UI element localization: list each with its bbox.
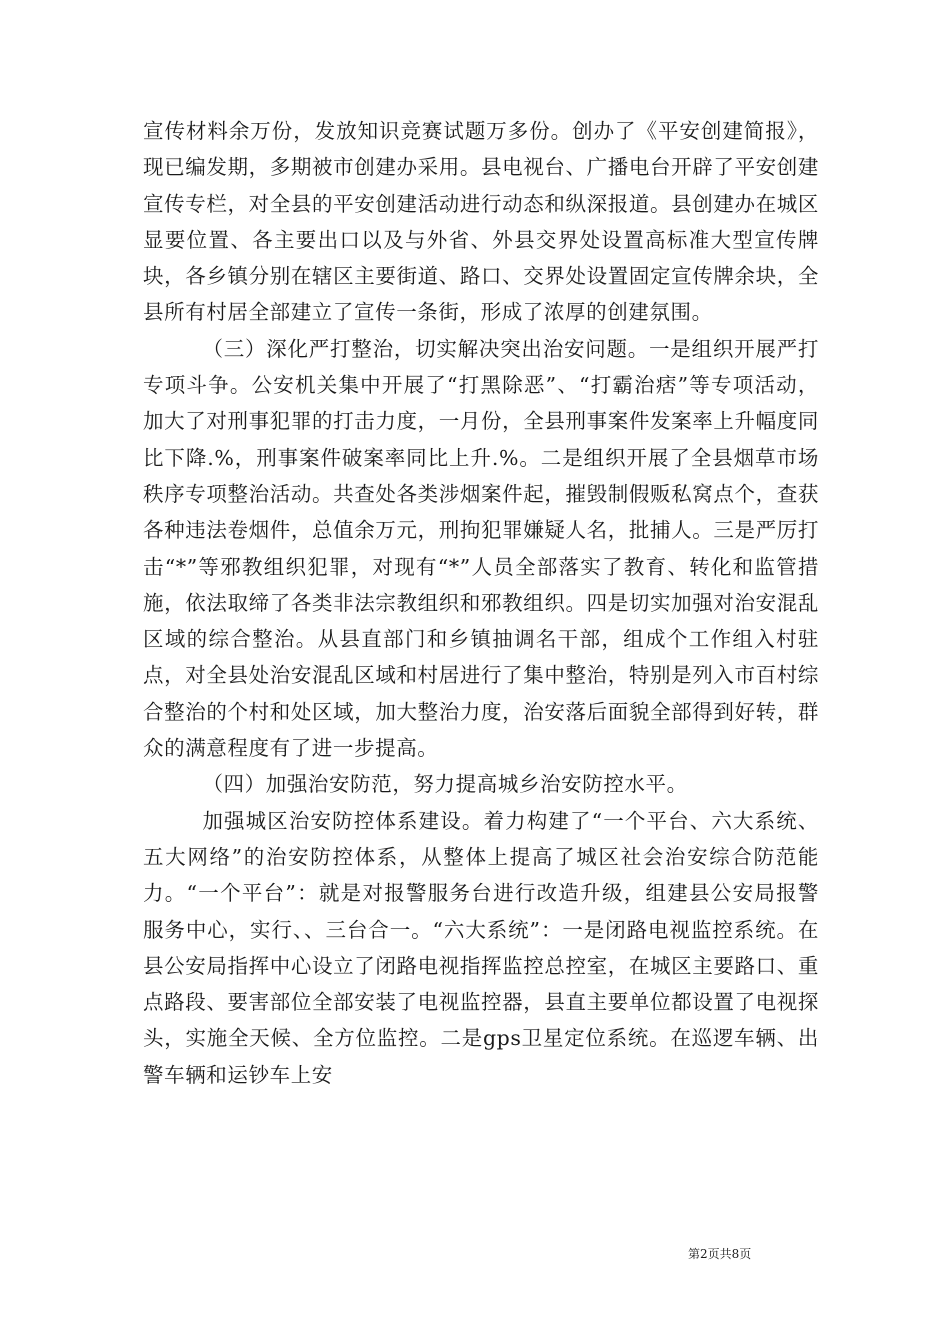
paragraph-section-four-heading: （四）加强治安防范，努力提高城乡治安防控水平。 (202, 772, 688, 797)
document-body (143, 113, 819, 1093)
page-number-footer: 第2页共8页 (688, 1247, 752, 1261)
paragraph-publicity: 宣传材料余万份，发放知识竞赛试题万多份。创办了《平安创建简报》，现已编发期，多期被市创建办采用。县电视台、广播电台开辟了平安创建宣传专栏，对全县的平安创建活动进行动态和纵深报道。县创建办在城区显要位置、各主要出口以及与外省、外县交界处设置高标准大型宣传牌块，各乡镇分别在辖区主要街道、路口、交界处设置固定宣传牌余块，全县所有村居全部建立了宣传一条街，形成了浓厚的创建氛围。 (143, 119, 819, 325)
paragraph-urban-prevention: 加强城区治安防控体系建设。着力构建了“一个平台、六大系统、五大网络”的治安防控体系，从整体上提高了城区社会治安综合防范能力。“一个平台”：就是对报警服务台进行改造升级，组建县公安局报警服务中心，实行、、三台合一。“六大系统”：一是闭路电视监控系统。在县公安局指挥中心设立了闭路电视指挥监控总控室，在城区主要路口、重点路段、要害部位全部安装了电视监控器，县直主要单位都设置了电视探头，实施全天候、全方位监控。二是gps卫星定位系统。在巡逻车辆、出警车辆和运钞车上安 (143, 808, 819, 1087)
paragraph-section-three: （三）深化严打整治，切实解决突出治安问题。一是组织开展严打专项斗争。公安机关集中开展了“打黑除恶”、“打霸治痞”等专项活动，加大了对刑事犯罪的打击力度，一月份，全县刑事案件发案率上升幅度同比下降.%，刑事案件破案率同比上升.%。二是组织开展了全县烟草市场秩序专项整治活动。共查处各类涉烟案件起，摧毁制假贩私窝点个，查获各种违法卷烟件，总值余万元，刑拘犯罪嫌疑人名，批捕人。三是严厉打击“*”等邪教组织犯罪，对现有“*”人员全部落实了教育、转化和监管措施，依法取缔了各类非法宗教组织和邪教组织。四是切实加强对治安混乱区域的综合整治。从县直部门和乡镇抽调名干部，组成个工作组入村驻点，对全县处治安混乱区域和村居进行了集中整治，特别是列入市百村综合整治的个村和处区域，加大整治力度，治安落后面貌全部得到好转，群众的满意程度有了进一步提高。 (143, 336, 819, 761)
